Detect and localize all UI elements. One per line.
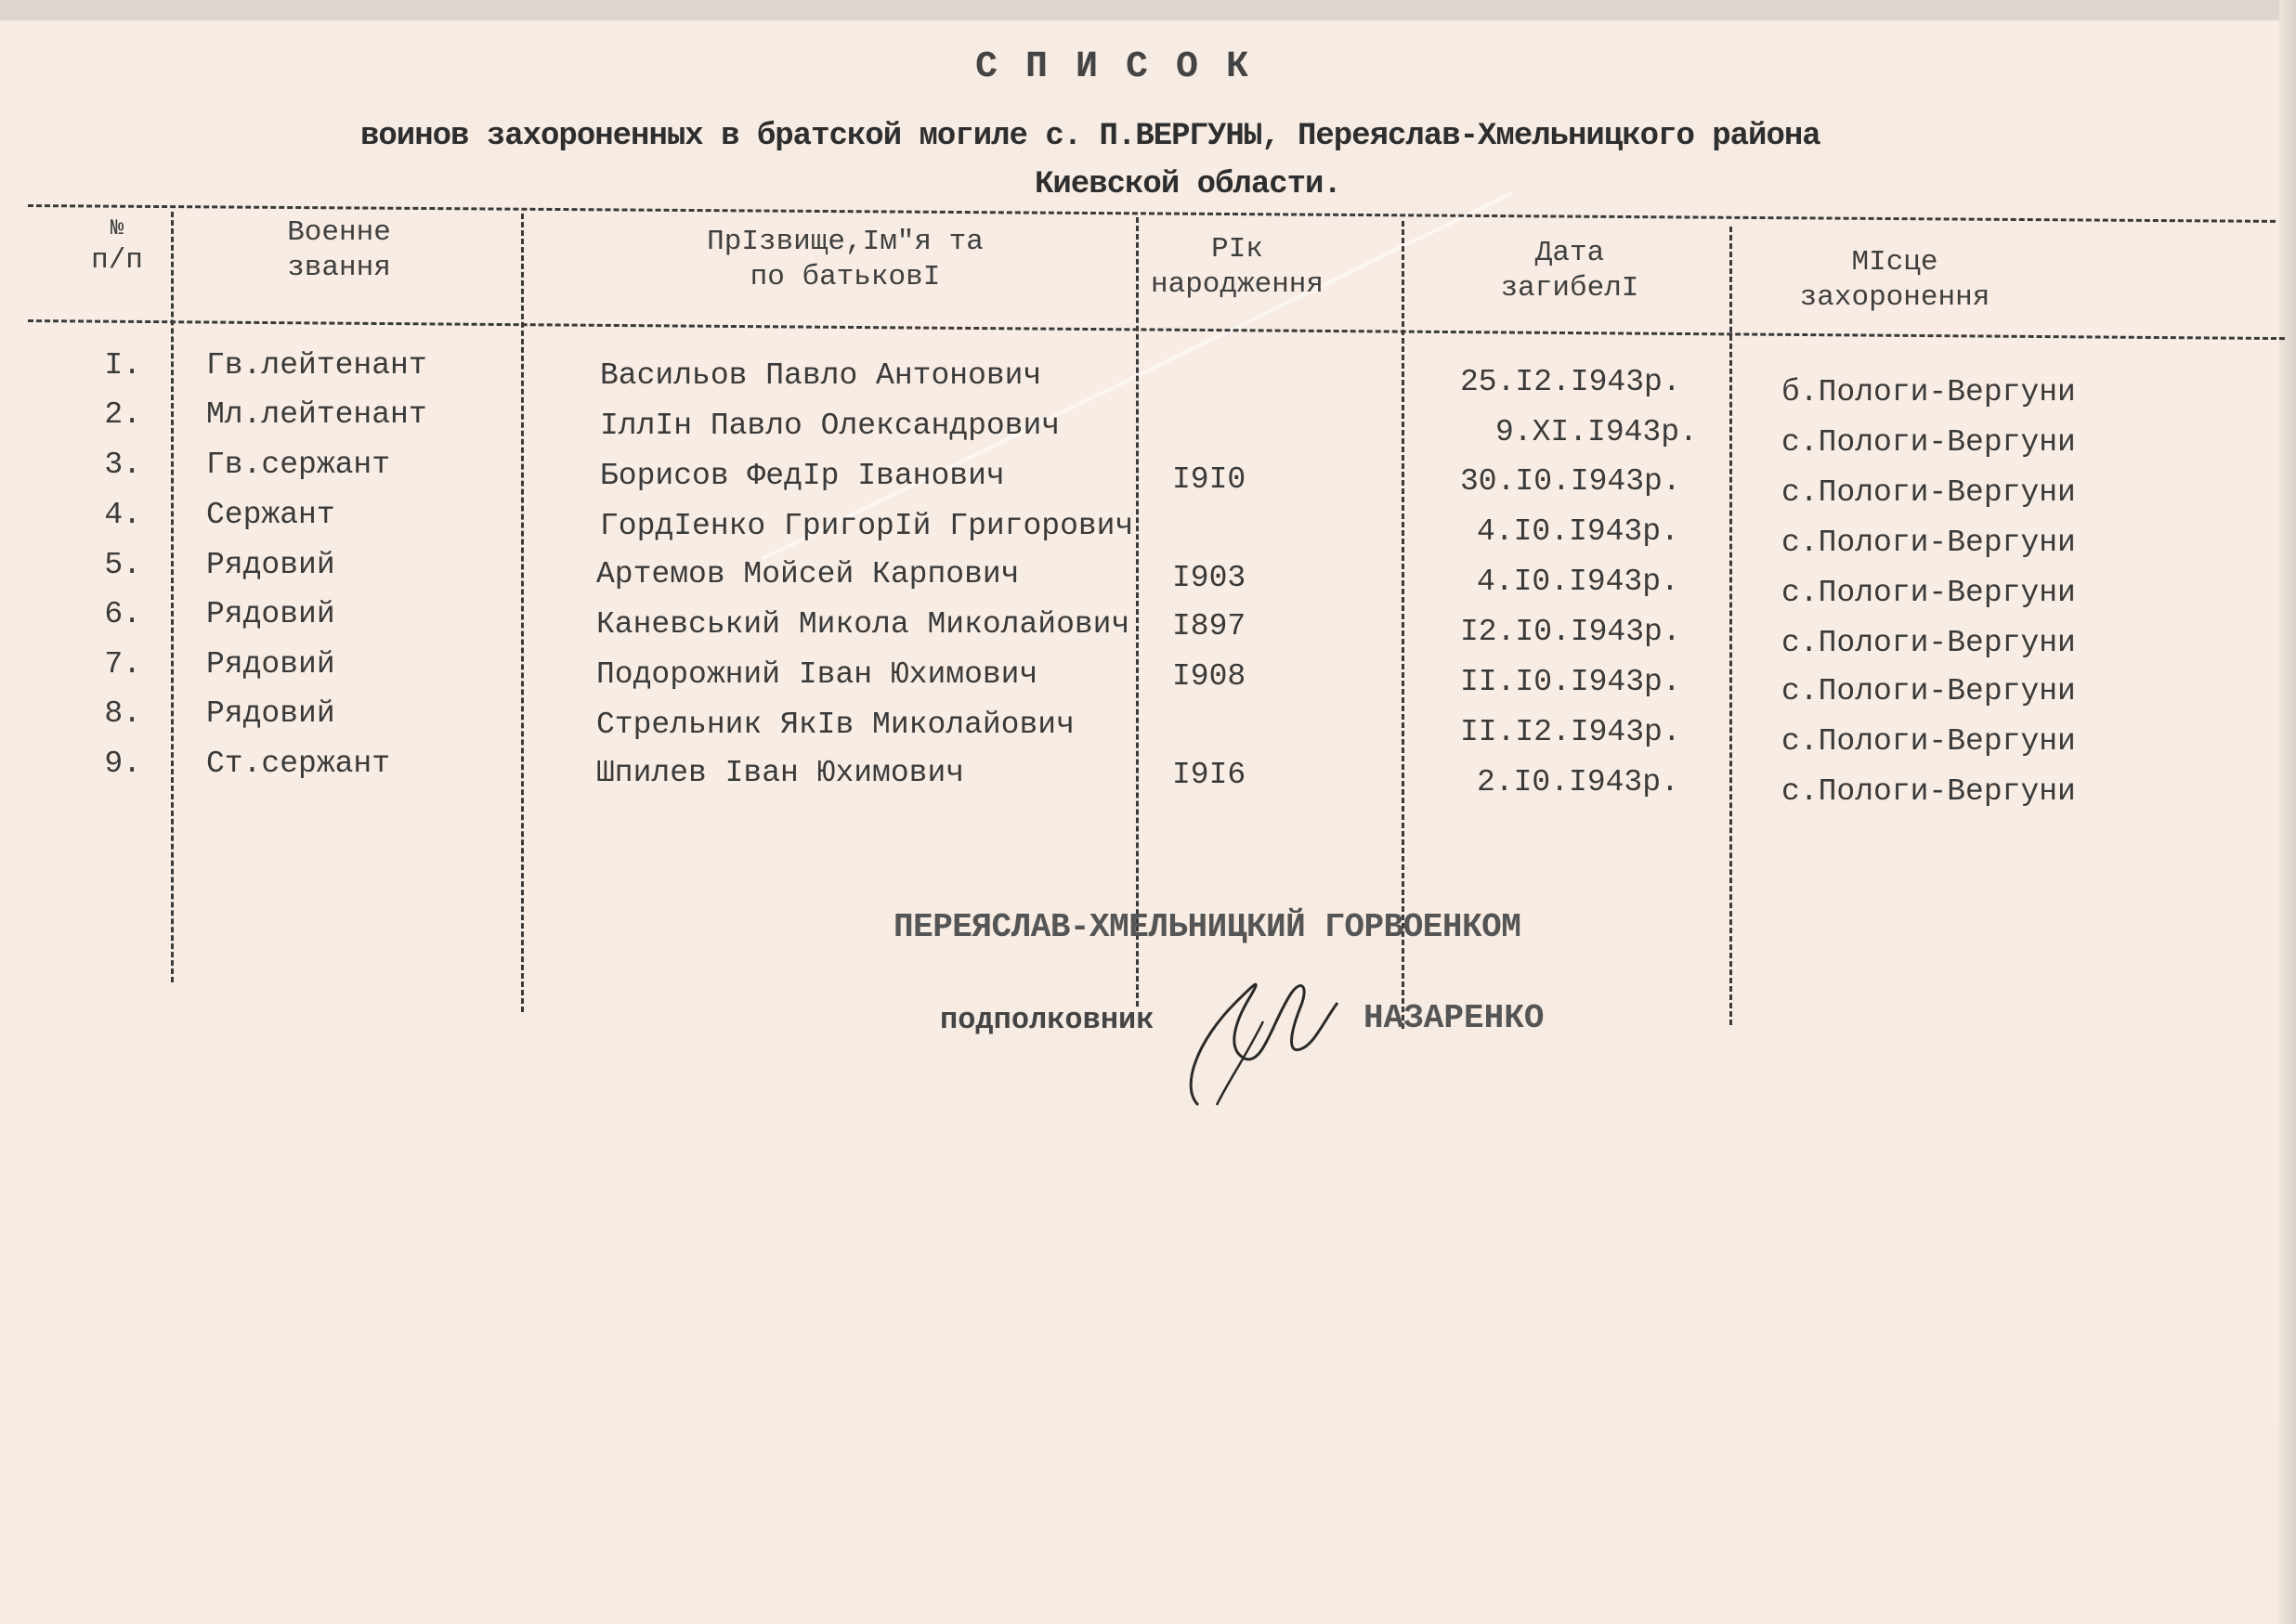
column-divider-2 [521,214,524,1012]
row-7-place: с.Пологи-Вергуни [1781,674,2076,708]
scan-edge-top [0,0,2296,20]
row-5-num: 5. [104,548,141,582]
row-9-name: Шпилев Iван Юхимович [596,756,965,790]
header-place-line2: захоронення [1799,281,1990,314]
row-6-num: 6. [104,597,141,631]
row-6-year: I897 [1172,609,1246,643]
row-5-rank: Рядовий [206,548,335,582]
row-5-place: с.Пологи-Вергуни [1781,576,2076,610]
row-7-rank: Рядовий [206,647,335,682]
row-6-date: I2.I0.I943р. [1460,615,1681,649]
signature-organization: ПЕРЕЯСЛАВ-ХМЕЛЬНИЦКИЙ ГОРВОЕНКОМ [894,908,1521,946]
header-rank-line1: Военне [287,216,391,249]
document-title: СПИСОК [975,46,1277,88]
row-3-rank: Гв.сержант [206,448,391,482]
row-2-place: с.Пологи-Вергуни [1781,425,2076,460]
row-4-place: с.Пологи-Вергуни [1781,526,2076,560]
header-num [80,215,154,279]
header-name-line2: по батьковI [750,261,941,293]
row-7-name: Подорожний Iван Юхимович [596,657,1038,692]
row-8-name: Стрельник ЯкIв Миколайович [596,708,1075,742]
row-1-num: I. [104,348,141,383]
row-9-year: I9I6 [1172,758,1246,792]
row-3-date: 30.I0.I943р. [1460,464,1681,499]
signature-stroke-2 [1217,1021,1263,1105]
signature-stroke-1 [1191,984,1337,1105]
row-1-rank: Гв.лейтенант [206,348,427,383]
row-9-rank: Ст.сержант [206,747,391,781]
row-3-name: Борисов ФедIр Iванович [600,459,1005,493]
row-5-year: I903 [1172,561,1246,595]
row-6-rank: Рядовий [206,597,335,631]
table-header-rule [28,319,2285,340]
row-8-num: 8. [104,696,141,731]
row-3-num: 3. [104,448,141,482]
row-8-rank: Рядовий [206,696,335,731]
row-9-place: с.Пологи-Вергуни [1781,774,2076,809]
row-7-num: 7. [104,647,141,682]
row-5-name: Артемов Мойсей Карпович [596,557,1020,591]
signature-rank: подполковник [940,1003,1155,1037]
row-3-year: I9I0 [1172,462,1246,497]
row-2-num: 2. [104,397,141,432]
row-5-date: 4.I0.I943р. [1477,565,1679,599]
row-3-place: с.Пологи-Вергуни [1781,475,2076,510]
row-1-name: Васильов Павло Антонович [600,358,1042,393]
header-place [1737,245,2053,316]
column-divider-5 [1729,227,1732,1025]
scan-edge-right [2279,0,2296,1624]
row-7-year: I908 [1172,659,1246,694]
handwritten-signature [1161,966,1347,1114]
header-year-line1: PIк [1211,233,1263,266]
row-2-name: IллIн Павло Олександрович [600,409,1061,443]
header-name-line1: ПрIзвище,Iм"я та [707,226,984,258]
row-8-place: с.Пологи-Вергуни [1781,724,2076,759]
document-subtitle-line1: воинов захороненных в братской могиле с. П.ВЕРГУНЫ, Переяслав-Хмельницкого района [360,119,1820,154]
row-2-date: 9.XI.I943р. [1495,415,1698,449]
header-year [1135,232,1339,303]
signature-surname: НАЗАРЕНКО [1363,999,1545,1037]
header-date-line1: Дата [1534,237,1605,269]
row-4-rank: Сержант [206,498,335,532]
document-subtitle-line2: Киевской области. [1035,167,1341,202]
header-year-line2: народження [1150,268,1324,301]
row-6-place: с.Пологи-Вергуни [1781,626,2076,660]
column-divider-1 [171,212,174,982]
header-rank-line2: звання [287,252,391,284]
row-4-date: 4.I0.I943р. [1477,514,1679,549]
row-7-date: II.I0.I943р. [1460,665,1681,699]
row-6-name: Каневський Микола Миколайович [596,607,1130,642]
header-rank [232,215,446,286]
row-8-date: II.I2.I943р. [1460,715,1681,749]
header-place-line1: МIсце [1851,246,1938,279]
row-9-num: 9. [104,747,141,781]
header-date-line2: загибелI [1500,272,1639,305]
row-4-name: ГордIенко ГригорIй Григорович [600,509,1134,543]
column-divider-3 [1136,217,1139,1007]
row-1-date: 25.I2.I943р. [1460,365,1681,399]
row-2-rank: Мл.лейтенант [206,397,427,432]
row-9-date: 2.I0.I943р. [1477,765,1679,799]
header-num-line2: п/п [91,244,143,277]
header-name [650,225,1040,295]
row-4-num: 4. [104,498,141,532]
header-date [1449,236,1690,306]
row-1-place: б.Пологи-Вергуни [1781,375,2076,409]
header-num-line1: № [110,216,124,241]
